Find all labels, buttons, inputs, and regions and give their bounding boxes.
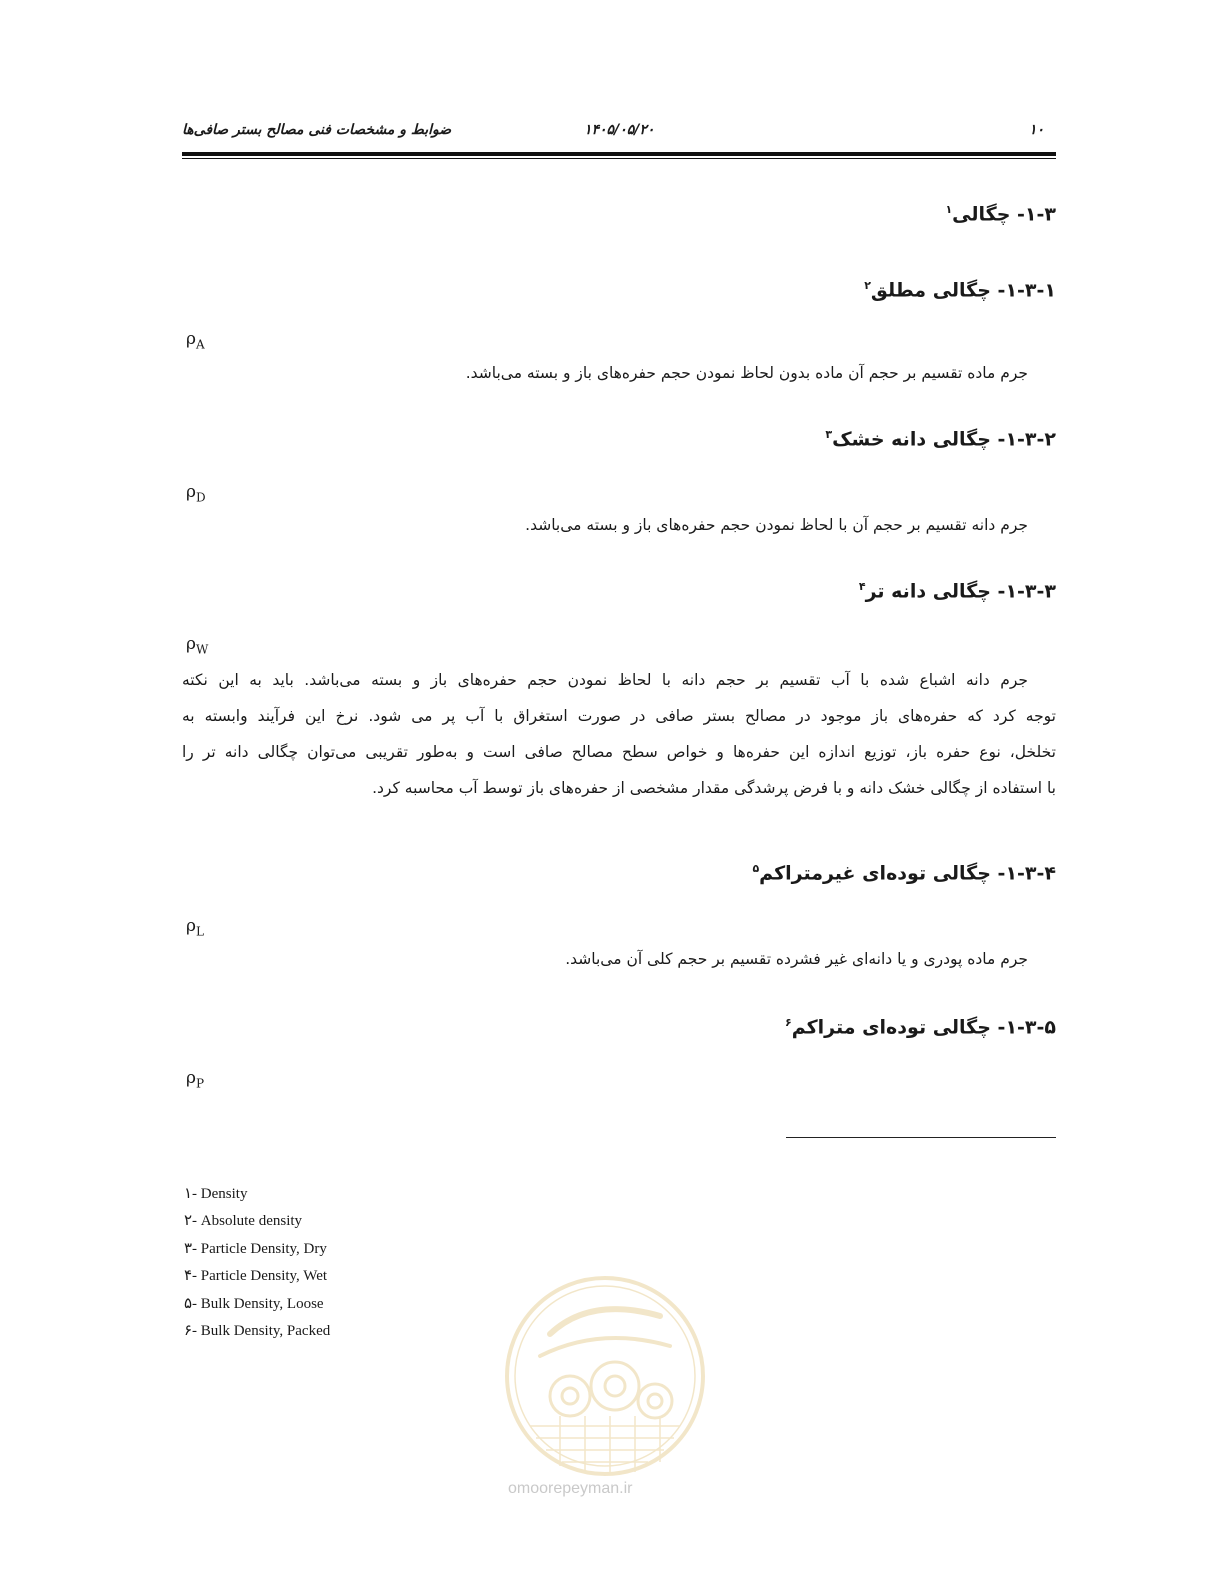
paragraph-line: جرم دانه اشباع شده با آب تقسیم بر حجم دانه با لحاظ نمودن حجم حفره‌های باز و بسته می‌باشد. باید به این نکته (182, 671, 1028, 689)
page-header (182, 122, 1056, 146)
paragraph-line: با استفاده از چگالی خشک دانه و با فرض پرشدگی مقدار مشخصی از حفره‌های باز توسط آب محاسبه کرد. (372, 779, 1056, 797)
paragraph-line: توجه کرد که حفره‌های باز موجود در مصالح بستر صافی در صورت استغراق با آب پر می شود. نرخ این فرآیند وابسته به (182, 707, 1056, 725)
symbol-rho-w: $\rho_W$ (186, 634, 209, 657)
header-date: ۱۴۰۵/۰۵/۲۰ (584, 122, 655, 138)
footnote-ref: ۲ (864, 279, 871, 292)
symbol-rho-d: $\rho_D$ (186, 482, 206, 505)
section-heading-loose-bulk-density: ۱-۳-۴- چگالی توده‌ای غیرمتراکم$^۵$ (752, 862, 1056, 885)
footnotes (184, 1184, 330, 1348)
header-title: ضوابط و مشخصات فنی مصالح بستر صافی‌ها (182, 122, 452, 138)
paragraph-line: تخلخل، نوع حفره باز، توزیع اندازه این حفره‌ها و خواص سطح مصالح صافی است و به‌طور تقریبی می‌توان چگالی دانه تر را (182, 743, 1056, 761)
symbol-rho-p: $\rho_P$ (186, 1068, 205, 1091)
definition-wet-particle-density (182, 666, 1056, 810)
footnote-item: ۱- Density (184, 1186, 248, 1202)
footnote-ref: ۴ (858, 580, 866, 593)
definition-loose-bulk-density: جرم ماده پودری و یا دانه‌ای غیر فشرده تقسیم بر حجم کلی آن می‌باشد. (565, 950, 1028, 968)
page-number: ۱۰ (1028, 122, 1044, 138)
footnote-separator (786, 1137, 1056, 1138)
definition-dry-particle-density: جرم دانه تقسیم بر حجم آن با لحاظ نمودن حجم حفره‌های باز و بسته می‌باشد. (525, 516, 1028, 534)
symbol-rho-a: $\rho_A$ (186, 329, 205, 352)
footnote-ref: ۶ (785, 1016, 792, 1029)
section-heading-density: ۱-۳- چگالی$^۱$ (945, 203, 1056, 226)
footnote-ref: ۵ (752, 862, 760, 875)
footnote-item: ۲- Absolute density (184, 1213, 303, 1230)
section-heading-dry-particle-density: ۱-۳-۲- چگالی دانه خشک$^۳$ (825, 428, 1056, 451)
header-rule-thick (182, 152, 1056, 156)
section-heading-absolute-density: ۱-۳-۱- چگالی مطلق$^۲$ (864, 279, 1056, 302)
section-heading-wet-particle-density: ۱-۳-۳- چگالی دانه تر$^۴$ (858, 580, 1056, 603)
footnote-item: ۵- Bulk Density, Loose (184, 1295, 324, 1312)
footnote-item: ۴- Particle Density, Wet (184, 1268, 328, 1285)
header-rule-thin (182, 158, 1056, 159)
footnote-item: ۳- Particle Density, Dry (184, 1240, 327, 1257)
footnote-ref: ۳ (825, 428, 833, 441)
section-heading-packed-bulk-density: ۱-۳-۵- چگالی توده‌ای متراکم$^۶$ (785, 1016, 1056, 1039)
symbol-rho-l: $\rho_L$ (186, 916, 204, 939)
footnote-ref: ۱ (945, 203, 953, 216)
watermark-site: omoorepeyman.ir (508, 1480, 633, 1497)
definition-absolute-density: جرم ماده تقسیم بر حجم آن ماده بدون لحاظ نمودن حجم حفره‌های باز و بسته می‌باشد. (465, 364, 1028, 382)
footnote-item: ۶- Bulk Density, Packed (184, 1322, 331, 1339)
